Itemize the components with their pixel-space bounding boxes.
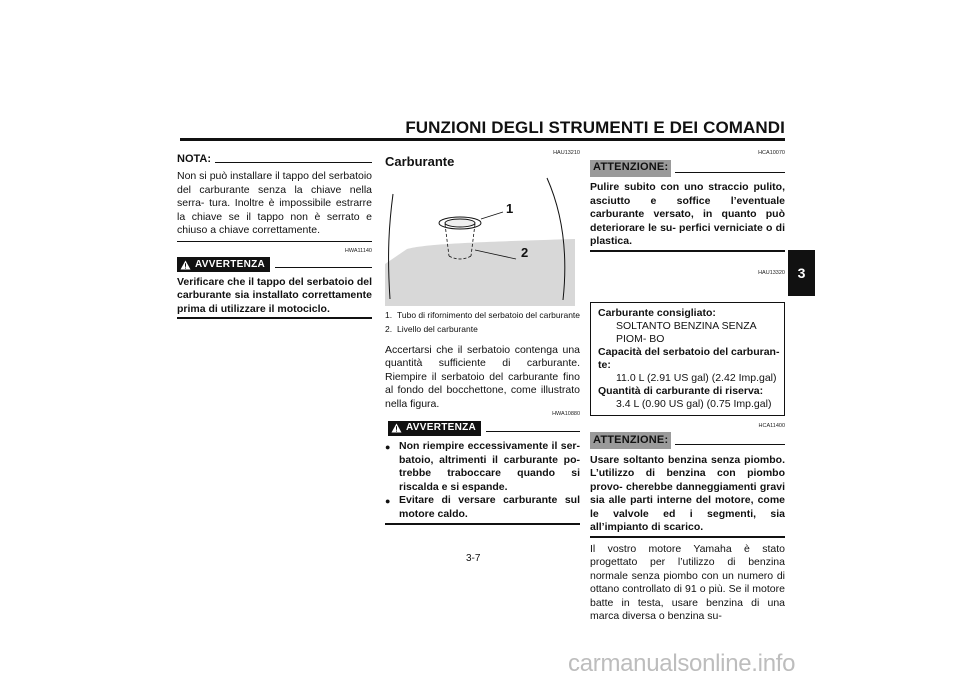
warning-rule: [275, 267, 372, 268]
warning-end-rule: [177, 317, 372, 319]
bullet-dot-icon: ●: [385, 442, 391, 452]
caption-item: [385, 324, 580, 335]
warning-triangle-icon: [391, 423, 402, 433]
warning-heading: [385, 420, 580, 436]
caption-number: 1.: [385, 309, 393, 320]
figure-label-2: 2: [521, 244, 529, 260]
page-number: 3-7: [466, 553, 481, 564]
caption-text: Livello del carburante: [397, 323, 478, 334]
nota-heading: [177, 150, 372, 166]
warning-triangle-icon: [180, 260, 191, 270]
spec-reserve-label: Quantità di carburante di riserva:: [598, 384, 764, 397]
caption-text: Tubo di rifornimento del serbatoio del carburante: [397, 309, 581, 320]
warning-heading: [177, 257, 372, 273]
fuel-tank-illustration: [385, 174, 580, 306]
fuel-body-text: Accertarsi che il serbatoio contenga una quantità sufficiente di carburante. Riempire il serbatoio del carburante fino al fondo del bocchettone, come illustrato nella figura.: [385, 343, 580, 410]
section-code: HAU13210: [553, 150, 580, 156]
caption-item: [385, 310, 580, 321]
spec-capacity-label: Capacità del serbatoio del carburan- te:: [598, 345, 780, 371]
spec-capacity-value: 11.0 L (2.91 US gal) (2.42 Imp.gal): [616, 371, 777, 384]
nota-rule: [215, 162, 372, 163]
caution-rule: [675, 444, 785, 445]
chapter-tab: 3: [788, 250, 815, 296]
header-rule: [180, 138, 785, 141]
fuel-spec-box: [590, 302, 785, 416]
spec-reserve-value: 3.4 L (0.90 US gal) (0.75 Imp.gal): [616, 397, 772, 410]
caution-end-rule: [590, 250, 785, 252]
bullet-text: Evitare di versare carburante sul motore caldo.: [399, 494, 580, 520]
nota-text: Non si può installare il tappo del serbatoio del carburante senza la chiave nella serra- tura. Inoltre è impossibile estrarre la chiave se il tappo non è serrato e chiuso a chiave correttamente.: [177, 170, 372, 236]
caution-rule: [675, 172, 785, 173]
caution-code: HCA11400: [758, 422, 785, 429]
warning-text: Verificare che il tappo del serbatoio del carburante sia installato correttamente prima di utilizzare il motociclo.: [177, 275, 372, 315]
warning-bullet-list: [385, 440, 580, 521]
caption-number: 2.: [385, 323, 393, 334]
spec-fuel-value: SOLTANTO BENZINA SENZA PIOM- BO: [616, 319, 757, 345]
nota-end-rule: [177, 241, 372, 242]
caution-text: Pulire subito con uno straccio pulito, asciutto e soffice l’eventuale carburante versato, in quanto può deteriorare le su- perfici verniciate o di plastica.: [590, 181, 785, 247]
spec-code: HAU13320: [758, 269, 785, 276]
bullet-text: Non riempire eccessivamente il ser- batoio, altrimenti il carburante po- trebbe traboccare quando si riscalda e si espande.: [399, 440, 580, 493]
figure-caption: [385, 310, 580, 335]
left-column: [177, 150, 372, 319]
caution-badge: ATTENZIONE:: [590, 160, 671, 177]
caution-heading: [590, 432, 785, 450]
spec-fuel-label: Carburante consigliato:: [598, 306, 716, 319]
figure-label-1: 1: [506, 200, 514, 216]
warning-end-rule: [385, 523, 580, 525]
warning-rule: [486, 431, 580, 432]
bullet-dot-icon: ●: [385, 496, 391, 506]
warning-bullet: [385, 440, 580, 494]
caution-badge: ATTENZIONE:: [590, 432, 671, 449]
warning-code: HWA11140: [344, 247, 372, 254]
warning-label: AVVERTENZA: [195, 258, 266, 270]
warning-bullet: [385, 494, 580, 521]
caution-code: HCA10070: [758, 150, 785, 156]
watermark: carmanualsonline.info: [568, 650, 796, 677]
section-title: Carburante: [385, 154, 455, 169]
right-column: [590, 150, 785, 624]
fuel-tank-figure: [385, 174, 580, 306]
warning-badge: [177, 257, 270, 272]
middle-column: [385, 150, 580, 525]
warning-badge: [388, 421, 481, 436]
nota-label: NOTA:: [177, 152, 212, 165]
warning-code: HWA10880: [552, 411, 580, 417]
caution-end-rule: [590, 536, 785, 538]
warning-label: AVVERTENZA: [406, 422, 477, 434]
caution-text: Usare soltanto benzina senza piombo. L’utilizzo di benzina con piombo provo- cherebbe danneggiamenti gravi sia alle parti interne del motore, come le valvole ed i segmenti, sia all’impianto di scarico.: [590, 453, 785, 533]
page-header-title: FUNZIONI DEGLI STRUMENTI E DEI COMANDI: [405, 118, 785, 137]
caution-heading: [590, 159, 785, 177]
octane-body-text: Il vostro motore Yamaha è stato progettato per l’utilizzo di benzina normale senza piombo con un numero di ottano controllato di 91 o più. Se il motore batte in testa, usare benzina di una marca diversa o benzina su-: [590, 542, 785, 622]
